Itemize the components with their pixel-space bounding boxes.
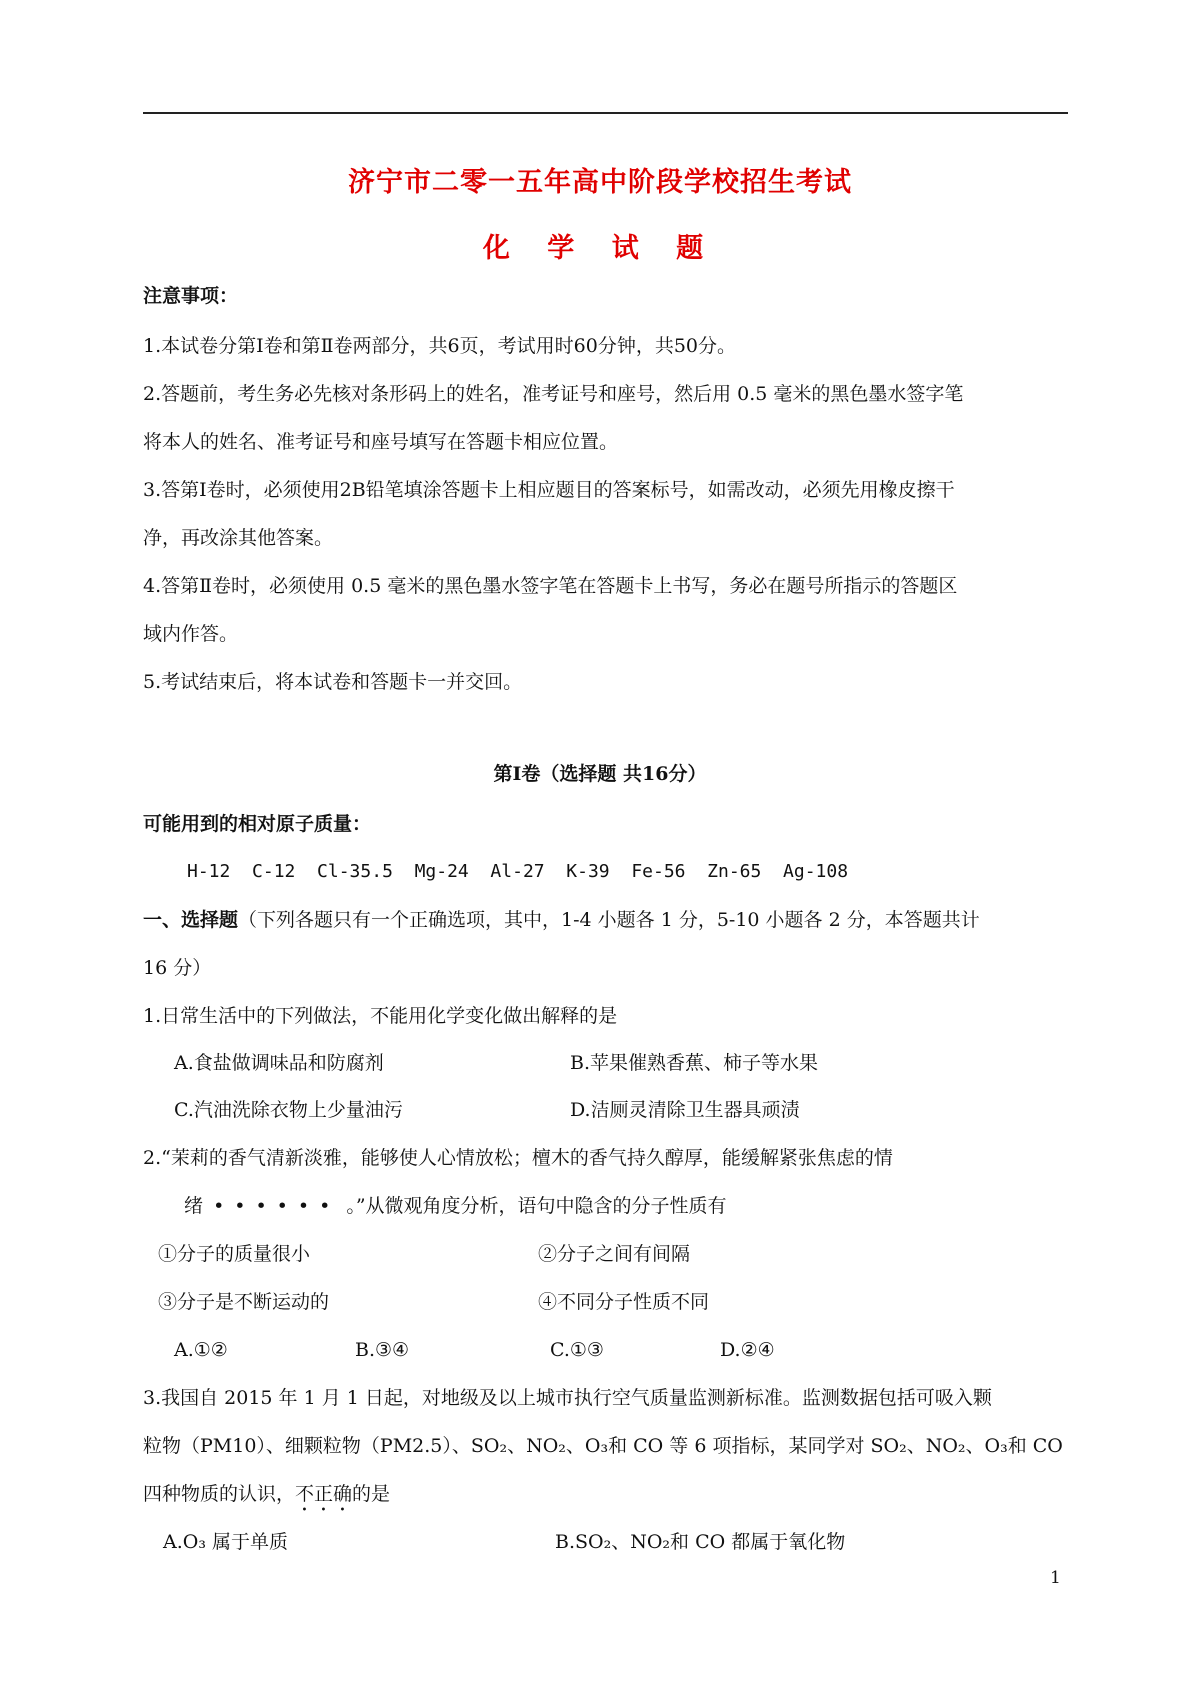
q3-emphasis: 不正确 — [295, 1483, 353, 1505]
q1-option-b: B.苹果催熟香蕉、柿子等水果 — [570, 1052, 819, 1074]
q2-statement-4: ④不同分子性质不同 — [538, 1291, 710, 1313]
exam-title: 济宁市二零一五年高中阶段学校招生考试 — [348, 167, 852, 198]
q2-statement-2: ②分子之间有间隔 — [538, 1243, 691, 1265]
notice-item-2: 2.答题前，考生务必先核对条形码上的姓名，准考证号和座号，然后用 0.5 毫米的黑色墨水签字笔 — [143, 383, 964, 405]
q1-stem: 1.日常生活中的下列做法，不能用化学变化做出解释的是 — [143, 1005, 618, 1027]
q2-stem-line1: 2.“茉莉的香气清新淡雅，能够使人心情放松；檀木的香气持久醇厚，能缓解紧张焦虑的情 — [143, 1147, 893, 1169]
notice-item-1: 1.本试卷分第Ⅰ卷和第Ⅱ卷两部分，共6页，考试用时60分钟，共50分。 — [143, 335, 736, 357]
q2-ellipsis: •••••• — [213, 1195, 341, 1217]
q2-stem-rest: 。”从微观角度分析，语句中隐含的分子性质有 — [346, 1195, 727, 1217]
notice-item-3-cont: 净，再改涂其他答案。 — [143, 527, 334, 549]
q2-statement-1: ①分子的质量很小 — [158, 1243, 311, 1265]
q2-statement-3: ③分子是不断运动的 — [158, 1291, 330, 1313]
q1-option-a: A.食盐做调味品和防腐剂 — [174, 1052, 384, 1074]
q3-stem-line1: 3.我国自 2015 年 1 月 1 日起，对地级及以上城市执行空气质量监测新标准。监测数据包括可吸入颗 — [143, 1387, 992, 1409]
q2-option-a: A.①② — [174, 1339, 228, 1361]
top-rule — [143, 112, 1068, 114]
notice-item-5: 5.考试结束后，将本试卷和答题卡一并交回。 — [143, 671, 523, 693]
choice-heading-cont: 16 分） — [143, 957, 212, 979]
atomic-mass-values: H-12 C-12 Cl-35.5 Mg-24 Al-27 K-39 Fe-56 Zn-65 Ag-108 — [187, 861, 849, 882]
q3-stem-line3 — [143, 1481, 390, 1516]
section-heading: 第Ⅰ卷（选择题 共16分） — [493, 763, 707, 785]
q1-option-c: C.汽油洗除衣物上少量油污 — [174, 1099, 403, 1121]
q2-option-c: C.①③ — [550, 1339, 604, 1361]
page-number: 1 — [1050, 1568, 1061, 1588]
choice-heading — [143, 907, 980, 933]
choice-heading-bold: 一、选择题 — [143, 909, 239, 931]
q1-option-d: D.洁厕灵清除卫生器具顽渍 — [570, 1099, 800, 1121]
notice-item-4-cont: 域内作答。 — [143, 623, 239, 645]
exam-subtitle: 化 学 试 题 — [482, 233, 718, 264]
choice-heading-rest: （下列各题只有一个正确选项，其中，1-4 小题各 1 分，5-10 小题各 2 分，本答题共计 — [238, 909, 980, 931]
q3-stem-start: 四种物质的认识， — [143, 1483, 296, 1505]
q2-stem-line2 — [184, 1193, 727, 1219]
notice-heading: 注意事项： — [143, 285, 239, 307]
q3-option-a: A.O₃ 属于单质 — [163, 1531, 288, 1553]
q3-option-b: B.SO₂、NO₂和 CO 都属于氧化物 — [555, 1531, 846, 1553]
atomic-mass-label: 可能用到的相对原子质量： — [143, 813, 372, 835]
notice-item-3: 3.答第Ⅰ卷时，必须使用2B铅笔填涂答题卡上相应题目的答案标号，如需改动，必须先用橡皮擦干 — [143, 479, 955, 501]
q3-stem-line2: 粒物（PM10）、细颗粒物（PM2.5）、SO₂、NO₂、O₃和 CO 等 6 项指标，某同学对 SO₂、NO₂、O₃和 CO — [143, 1435, 1063, 1457]
q2-option-d: D.②④ — [720, 1339, 775, 1361]
notice-item-4: 4.答第Ⅱ卷时，必须使用 0.5 毫米的黑色墨水签字笔在答题卡上书写，务必在题号所指示的答题区 — [143, 575, 958, 597]
notice-item-2-cont: 将本人的姓名、准考证号和座号填写在答题卡相应位置。 — [143, 431, 619, 453]
q3-stem-end: 的是 — [352, 1483, 391, 1505]
q2-option-b: B.③④ — [355, 1339, 410, 1361]
q2-stem-word: 绪 — [184, 1195, 204, 1217]
